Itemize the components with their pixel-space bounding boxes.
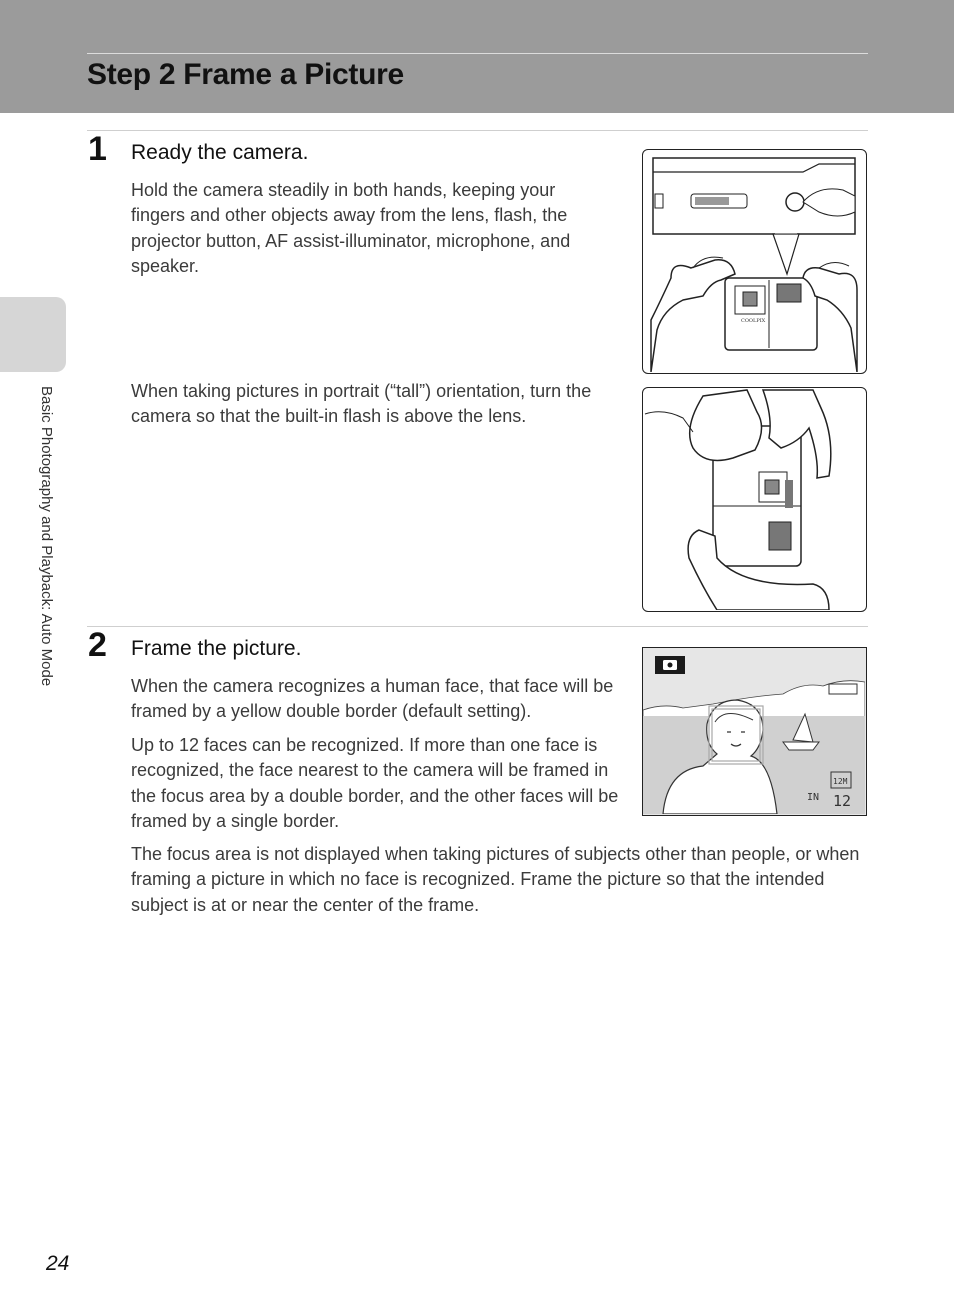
step-number: 1 [88,130,107,168]
step-paragraph: The focus area is not displayed when taking pictures of subjects other than people, or when framing a picture in which no face is recognized. Frame the picture so that the intended subject is at or near the center of the frame. [131,844,860,915]
chapter-tab [0,297,66,372]
section-divider [87,626,868,627]
lcd-monitor-illustration [642,647,867,816]
camera-holding-illustration [642,149,867,374]
shots-remaining-text: 12 [833,792,852,810]
camera-hands-drawing [643,150,865,372]
memory-indicator-text: IN [807,792,820,803]
lcd-scene-drawing [643,648,865,814]
page-number: 24 [46,1252,70,1275]
step-paragraph: When the camera recognizes a human face, that face will be framed by a yellow double border (default setting). [131,676,614,722]
camera-brand-text: COOLPIX [741,318,766,324]
chapter-label: Basic Photography and Playback: Auto Mode [38,386,55,687]
step-paragraph: Up to 12 faces can be recognized. If more than one face is recognized, the face nearest to the camera will be framed in the focus area by a double border, and the other faces will be framed by a single border. [131,735,619,831]
header-band [0,0,954,113]
step-paragraph: Hold the camera steadily in both hands, keeping your fingers and other objects away from the lens, flash, the projector button, AF assist-illuminator, microphone, and speaker. [131,180,571,276]
portrait-camera-drawing [643,388,865,610]
header-rule [87,53,868,54]
step-paragraph: When taking pictures in portrait (“tall”) orientation, turn the camera so that the built-in flash is above the lens. [131,381,592,427]
section-divider [87,130,868,131]
step-heading: Ready the camera. [131,141,309,164]
portrait-orientation-illustration [642,387,867,612]
page-title: Step 2 Frame a Picture [87,58,404,91]
step-heading: Frame the picture. [131,637,302,660]
step-number: 2 [88,626,107,664]
image-size-text: 12M [833,777,848,786]
